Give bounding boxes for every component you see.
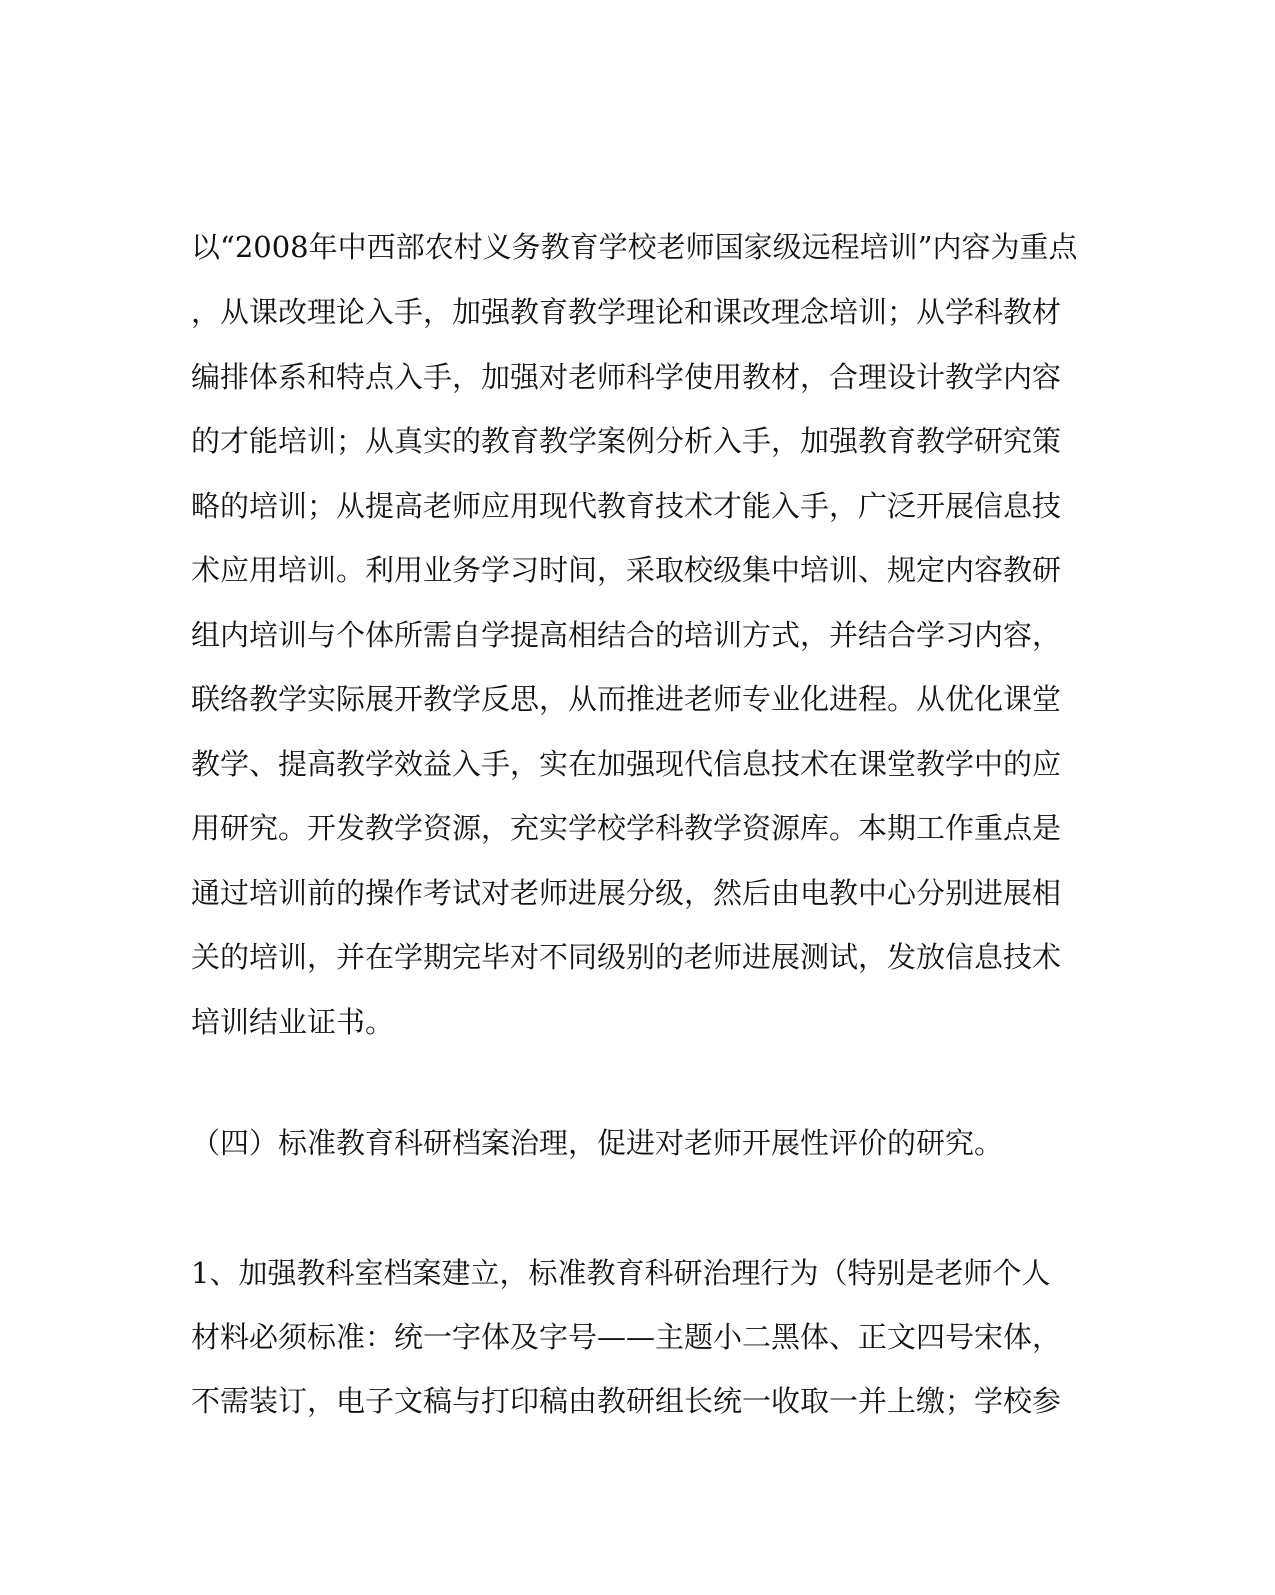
paragraph-1-line-5: 略的培训；从提高老师应用现代教育技术才能入手，广泛开展信息技 [191, 489, 1062, 523]
paragraph-2-line-3: 不需装订，电子文稿与打印稿由教研组长统一收取一并上缴；学校参 [191, 1384, 1062, 1418]
section-heading: （四）标准教育科研档案治理，促进对老师开展性评价的研究。 [191, 1126, 1004, 1160]
paragraph-1-line-3: 编排体系和特点入手，加强对老师科学使用教材，合理设计教学内容 [191, 360, 1062, 394]
paragraph-1-line-8: 联络教学实际展开教学反思，从而推进老师专业化进程。从优化课堂 [191, 682, 1062, 716]
paragraph-1-line-10: 用研究。开发教学资源，充实学校学科教学资源库。本期工作重点是 [191, 811, 1062, 845]
paragraph-2-line-1: 1、加强教科室档案建立，标准教育科研治理行为（特别是老师个人 [191, 1256, 1051, 1290]
paragraph-1-line-6: 术应用培训。利用业务学习时间，采取校级集中培训、规定内容教研 [191, 553, 1062, 587]
paragraph-1-line-1: 以“2008年中西部农村义务教育学校老师国家级远程培训”内容为重点 [191, 230, 1078, 264]
paragraph-1-line-7: 组内培训与个体所需自学提高相结合的培训方式，并结合学习内容， [191, 618, 1062, 652]
paragraph-1-line-12: 关的培训，并在学期完毕对不同级别的老师进展测试，发放信息技术 [191, 940, 1062, 974]
paragraph-1-line-9: 教学、提高教学效益入手，实在加强现代信息技术在课堂教学中的应 [191, 747, 1062, 781]
paragraph-1-line-2: ，从课改理论入手，加强教育教学理论和课改理念培训；从学科教材 [191, 295, 1062, 329]
paragraph-1-line-11: 通过培训前的操作考试对老师进展分级，然后由电教中心分别进展相 [191, 876, 1062, 910]
paragraph-1-line-4: 的才能培训；从真实的教育教学案例分析入手，加强教育教学研究策 [191, 424, 1062, 458]
paragraph-1-line-13: 培训结业证书。 [191, 1005, 395, 1039]
paragraph-2-line-2: 材料必须标准：统一字体及字号——主题小二黑体、正文四号宋体， [191, 1320, 1062, 1354]
